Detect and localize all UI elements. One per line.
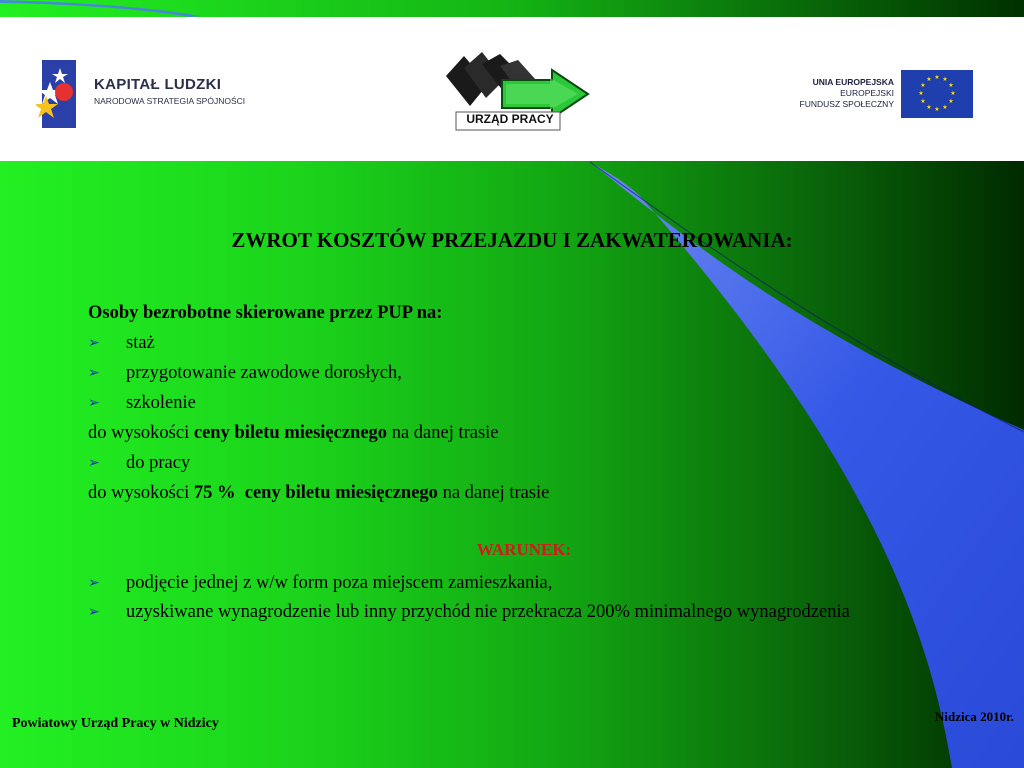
kapital-ludzki-subtitle: NARODOWA STRATEGIA SPÓJNOŚCI: [94, 96, 246, 106]
svg-text:★: ★: [934, 74, 940, 81]
footer-date: Nidzica 2010r.: [935, 709, 1014, 724]
urzad-pracy-label: URZĄD PRACY: [466, 112, 554, 126]
svg-text:★: ★: [942, 104, 948, 111]
svg-text:★: ★: [926, 76, 932, 83]
arrow-bullet-icon: ➢: [88, 575, 100, 591]
eu-line-2: EUROPEJSKI: [840, 88, 894, 98]
svg-text:★: ★: [942, 76, 948, 83]
page-title: ZWROT KOSZTÓW PRZEJAZDU I ZAKWATEROWANIA:: [231, 228, 793, 252]
svg-text:★: ★: [950, 90, 956, 97]
svg-text:★: ★: [920, 82, 926, 89]
kapital-ludzki-logo: [36, 60, 266, 132]
arrow-bullet-icon: ➢: [88, 604, 100, 620]
svg-text:★: ★: [948, 82, 954, 89]
reimbursement-line-1: do wysokości ceny biletu miesięcznego na danej trasie: [88, 423, 499, 443]
kapital-ludzki-emblem-icon: [36, 60, 86, 132]
reimbursement-line-2: do wysokości 75 % ceny biletu miesięcznego na danej trasie: [88, 483, 550, 503]
conditions-heading: WARUNEK:: [476, 540, 572, 559]
svg-text:★: ★: [920, 98, 926, 105]
list-item: ➢ staż: [88, 330, 968, 360]
list-item: ➢ podjęcie jednej z w/w form poza miejscem zamieszkania,: [88, 570, 968, 600]
kapital-ludzki-title: KAPITAŁ LUDZKI: [94, 76, 222, 93]
urzad-pracy-logo: [442, 50, 594, 132]
svg-text:★: ★: [918, 90, 924, 97]
svg-text:★: ★: [934, 106, 940, 113]
eu-line-1: UNIA EUROPEJSKA: [812, 77, 894, 87]
footer-organization: Powiatowy Urząd Pracy w Nidzicy: [12, 716, 219, 731]
list-item: ➢ szkolenie: [88, 390, 968, 420]
list-item: ➢ przygotowanie zawodowe dorosłych,: [88, 360, 968, 390]
eu-flag-icon: [901, 70, 973, 118]
arrow-bullet-icon: ➢: [88, 335, 100, 351]
list-item: ➢ uzyskiwane wynagrodzenie lub inny przychód nie przekracza 200% minimalnego wynagrodzenia: [88, 602, 850, 622]
arrow-bullet-icon: ➢: [88, 365, 100, 381]
svg-text:★: ★: [948, 98, 954, 105]
conditions-list: [88, 570, 968, 624]
intro-text: Osoby bezrobotne skierowane przez PUP na:: [88, 303, 443, 323]
svg-text:★: ★: [926, 104, 932, 111]
arrow-bullet-icon: ➢: [88, 455, 100, 471]
arrow-bullet-icon: ➢: [88, 395, 100, 411]
eu-logo: [786, 68, 978, 122]
list-item: ➢ do pracy: [88, 450, 968, 480]
main-content: [88, 300, 968, 510]
eu-line-3: FUNDUSZ SPOŁECZNY: [799, 99, 894, 109]
